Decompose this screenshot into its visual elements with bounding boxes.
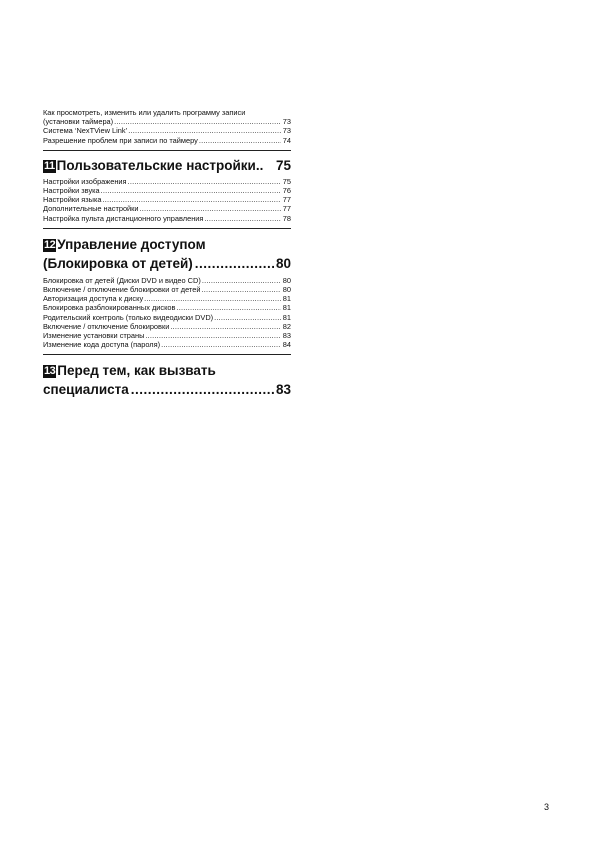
section-divider bbox=[43, 354, 291, 355]
section-title-line1: Управление доступом bbox=[57, 236, 206, 252]
section-title-line2: специалиста bbox=[43, 382, 129, 398]
toc-entry-page: 83 bbox=[282, 331, 291, 341]
toc-entry bbox=[43, 126, 291, 135]
toc-entry bbox=[43, 322, 291, 331]
dot-leader bbox=[144, 294, 281, 303]
toc-entry-label: Изменение кода доступа (пароля) bbox=[43, 340, 161, 350]
toc-entry-page: 77 bbox=[282, 204, 291, 214]
toc-entry-page: 73 bbox=[282, 126, 291, 136]
toc-entry bbox=[43, 108, 291, 117]
toc-entry-label: Как просмотреть, изменить или удалить программу записи bbox=[43, 108, 246, 117]
toc-entry-label: Разрешение проблем при записи по таймеру bbox=[43, 135, 198, 145]
section-number-badge: 13 bbox=[44, 365, 56, 378]
toc-entry-page: 81 bbox=[282, 303, 291, 313]
toc-entry bbox=[43, 276, 291, 285]
toc-entry-page: 74 bbox=[282, 135, 291, 145]
toc-entry bbox=[43, 303, 291, 312]
dot-leader bbox=[131, 380, 274, 399]
page-number: 3 bbox=[544, 802, 550, 812]
section-heading-12 bbox=[43, 235, 291, 254]
toc-entry-page: 78 bbox=[282, 213, 291, 223]
toc-entry-label: Система ‘NexTView Link’ bbox=[43, 126, 128, 136]
dot-leader bbox=[195, 254, 274, 273]
toc-entry-label: Родительский контроль (только видеодиски DVD) bbox=[43, 312, 214, 322]
toc-entry-page: 75 bbox=[282, 176, 291, 186]
toc-entry-label: Настройки языка bbox=[43, 195, 102, 205]
toc-entry-label: Авторизация доступа к диску bbox=[43, 294, 144, 304]
dot-leader bbox=[204, 214, 281, 223]
dot-leader bbox=[170, 322, 281, 331]
toc-entry bbox=[43, 117, 291, 126]
section-heading-12-line2 bbox=[43, 254, 291, 273]
dot-leader bbox=[114, 117, 281, 126]
dot-leader bbox=[202, 285, 282, 294]
section-title-line2: (Блокировка от детей) bbox=[43, 255, 193, 271]
toc-entry-page: 82 bbox=[282, 321, 291, 331]
toc-entry-label: Дополнительные настройки bbox=[43, 204, 139, 214]
section-page: 83 bbox=[275, 382, 291, 398]
toc-entry bbox=[43, 331, 291, 340]
dot-leader bbox=[199, 136, 281, 145]
dot-leader bbox=[140, 204, 281, 213]
toc-entry-label: Блокировка от детей (Диски DVD и видео CD) bbox=[43, 275, 201, 285]
toc-entry-label: Настройки звука bbox=[43, 186, 100, 196]
section-divider bbox=[43, 228, 291, 229]
table-of-contents bbox=[43, 108, 291, 402]
section-number-badge: 12 bbox=[44, 238, 56, 251]
toc-entry-label: Включение / отключение блокировки от детей bbox=[43, 285, 201, 295]
toc-entry-page: 77 bbox=[282, 195, 291, 205]
toc-entry-label: Изменение установки страны bbox=[43, 331, 145, 341]
toc-entry-page: 81 bbox=[282, 312, 291, 322]
toc-entry bbox=[43, 186, 291, 195]
section-heading-13-line2 bbox=[43, 380, 291, 399]
dot-leader bbox=[128, 126, 281, 135]
dot-leader bbox=[128, 177, 281, 186]
toc-entry-label: Настройка пульта дистанционного управления bbox=[43, 213, 204, 223]
section-divider bbox=[43, 150, 291, 151]
toc-entry bbox=[43, 313, 291, 322]
section-title: Пользовательские настройки.. bbox=[56, 157, 264, 173]
toc-entry bbox=[43, 294, 291, 303]
toc-entry-page: 80 bbox=[282, 285, 291, 295]
toc-entry-label: Блокировка разблокированных дисков bbox=[43, 303, 176, 313]
toc-entry-label: Включение / отключение блокировки bbox=[43, 321, 170, 331]
dot-leader bbox=[202, 276, 281, 285]
toc-entry bbox=[43, 177, 291, 186]
toc-entry-label: (установки таймера) bbox=[43, 117, 114, 127]
dot-leader bbox=[101, 186, 281, 195]
toc-entry bbox=[43, 340, 291, 349]
section-title-line1: Перед тем, как вызвать bbox=[57, 363, 216, 379]
toc-entry-page: 76 bbox=[282, 186, 291, 196]
section-number-badge: 11 bbox=[44, 159, 55, 172]
toc-entry bbox=[43, 204, 291, 213]
section-page: 75 bbox=[275, 157, 291, 173]
toc-entry-label: Настройки изображения bbox=[43, 176, 127, 186]
dot-leader bbox=[145, 331, 281, 340]
dot-leader bbox=[214, 313, 281, 322]
section-heading-13 bbox=[43, 361, 291, 380]
section-heading-11 bbox=[43, 157, 291, 174]
toc-entry bbox=[43, 136, 291, 145]
toc-entry bbox=[43, 214, 291, 223]
toc-entry-page: 81 bbox=[282, 294, 291, 304]
dot-leader bbox=[161, 340, 281, 349]
dot-leader bbox=[176, 303, 281, 312]
toc-entry-page: 73 bbox=[282, 117, 291, 127]
toc-entry-page: 84 bbox=[282, 340, 291, 350]
toc-entry-page: 80 bbox=[282, 275, 291, 285]
toc-entry bbox=[43, 285, 291, 294]
section-page: 80 bbox=[275, 255, 291, 271]
toc-entry bbox=[43, 195, 291, 204]
dot-leader bbox=[103, 195, 281, 204]
